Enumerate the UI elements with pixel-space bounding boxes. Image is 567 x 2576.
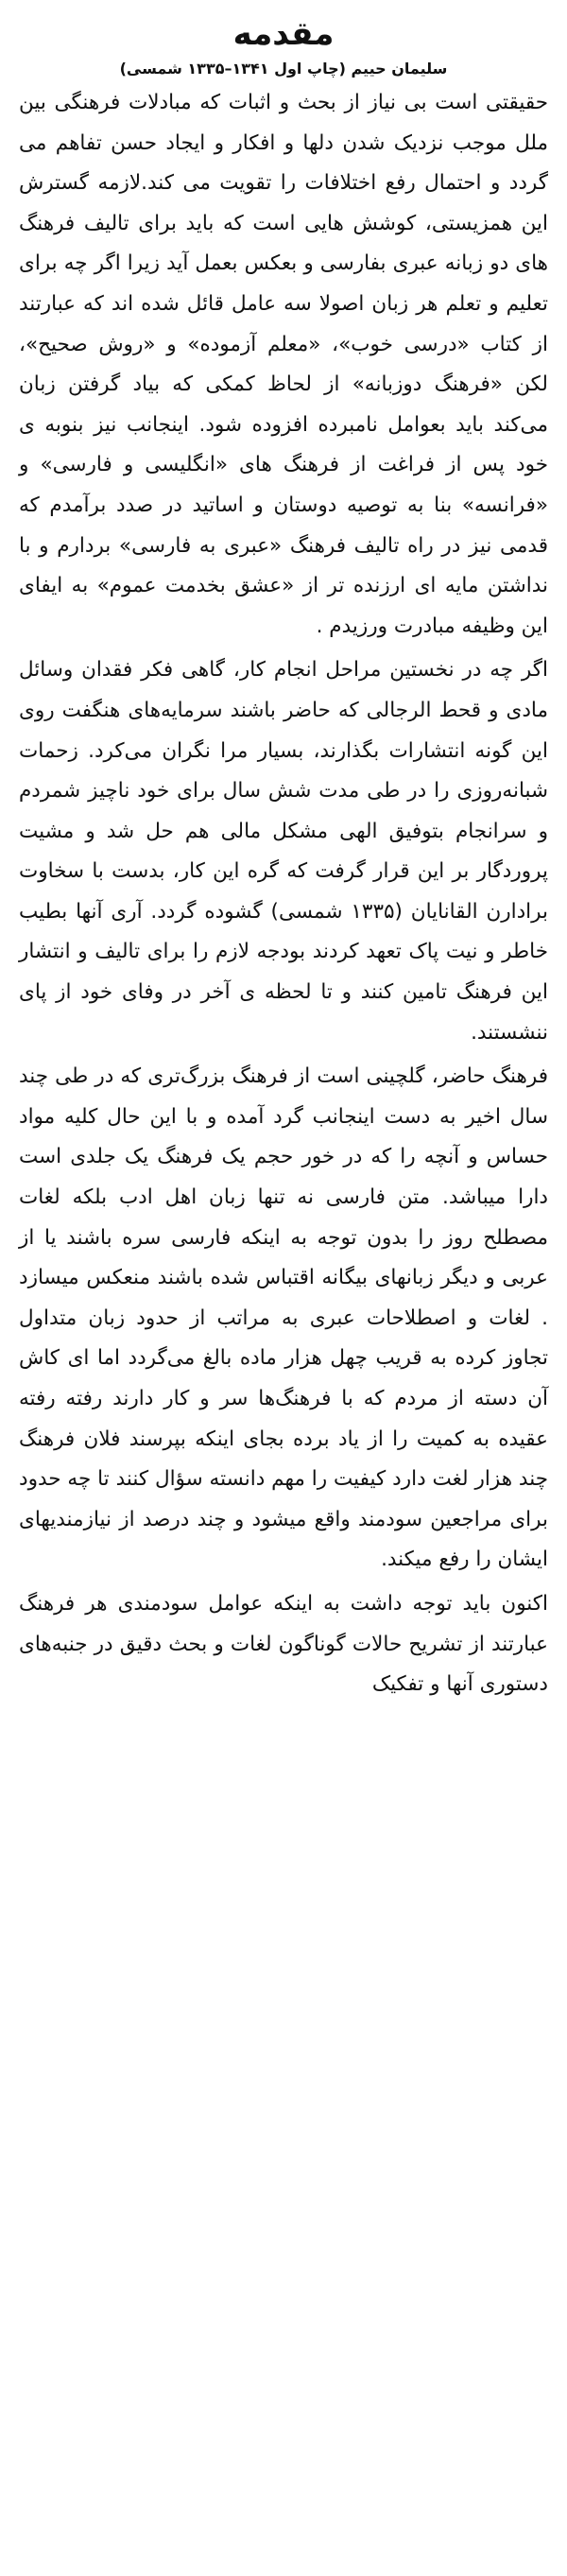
page-title: مقدمه (232, 15, 335, 53)
paragraph-1: حقیقتی است بی نیاز از بحث و اثبات که مبادلات فرهنگی بین ملل موجب نزدیک شدن دلها و افکار و ایجاد حسن تفاهم می گردد و احتمال رفع اختلافات را تقویت می کند.لازمه گسترش این همزیستی، کوشش هایی است که باید برای تالیف فرهنگ های دو زبانه عبری بفارسی و بعکس بعمل آید زیرا اگر چه برای تعلیم و تعلم هر زبان اصولا سه عامل قائل شده اند که عبارتند از کتاب «درسی خوب»، «معلم آزموده» و «روش صحیح»، لکن «فرهنگ دوزبانه» از لحاظ کمکی که بیاد گرفتن زبان می‌کند باید بعوامل نامبرده افزوده شود. اینجانب نیز بنوبه ی خود پس از فراغت از فرهنگ های «انگلیسی و فارسی» و «فرانسه» بنا به توصیه دوستان و اساتید در صدد برآمدم که قدمی نیز در راه تالیف فرهنگ «عبری به فارسی» بردارم و با نداشتن مایه ای ارزنده تر از «عشق بخدمت عموم» به ایفای این وظیفه مبادرت ورزیدم . (19, 91, 548, 638)
body-text (19, 83, 548, 1705)
author-edition-line: سلیمان حییم (چاپ اول ۱۳۴۱–۱۳۳۵ شمسی) (119, 60, 448, 78)
paragraph-3: فرهنگ حاضر، گلچینی است از فرهنگ بزرگ‌تری که در طی چند سال اخیر به دست اینجانب گرد آمده و با این حال کلیه مواد حساس و آنچه را که در خور حجم یک فرهنگ یک جلدی است دارا میباشد. متن فارسی نه تنها زبان اهل ادب بلکه لغات مصطلح روز را بدون توجه به اینکه فارسی سره باشند یا از عربی و دیگر زبانهای بیگانه اقتباس شده باشند منعکس میسازد . لغات و اصطلاحات عبری به مراتب از حدود زبان متداول تجاوز کرده به قریب چهل هزار ماده بالغ می‌گردد اما ای کاش آن دسته از مردم که با فرهنگ‌ها سر و کار دارند رفته رفته عقیده به کمیت را از یاد برده بجای اینکه بپرسند فلان فرهنگ چند هزار لغت دارد کیفیت را مهم دانسته سؤال کنند تا چه حدود برای مراجعین سودمند واقع میشود و چند درصد از نیازمندیهای ایشان را رفع میکند. (19, 1064, 548, 1572)
paragraph-2: اگر چه در نخستین مراحل انجام کار، گاهی فکر فقدان وسائل مادی و قحط الرجالی که حاضر باشند سرمایه‌های هنگفت روی این گونه انتشارات بگذارند، بسیار مرا نگران می‌کرد. زحمات شبانه‌روزی را در طی مدت شش سال برای خود ناچیز شمردم و سرانجام بتوفیق الهی مشکل مالی هم حل شد و مشیت پروردگار بر این قرار گرفت که گره این کار، بدست با سخاوت برادارن القانایان (۱۳۳۵ شمسی) گشوده گردد. آری آنها بطیب خاطر و نیت پاک تعهد کردند بودجه لازم را برای تالیف و انتشار این فرهنگ تامین کنند و تا لحظه ی آخر در وفای خود از پای ننشستند. (19, 658, 548, 1045)
paragraph-4: اکنون باید توجه داشت به اینکه عوامل سودمندی هر فرهنگ عبارتند از تشریح حالات گوناگون لغات و بحث دقیق در جنبه‌های دستوری آنها و تفکیک (19, 1591, 548, 1697)
